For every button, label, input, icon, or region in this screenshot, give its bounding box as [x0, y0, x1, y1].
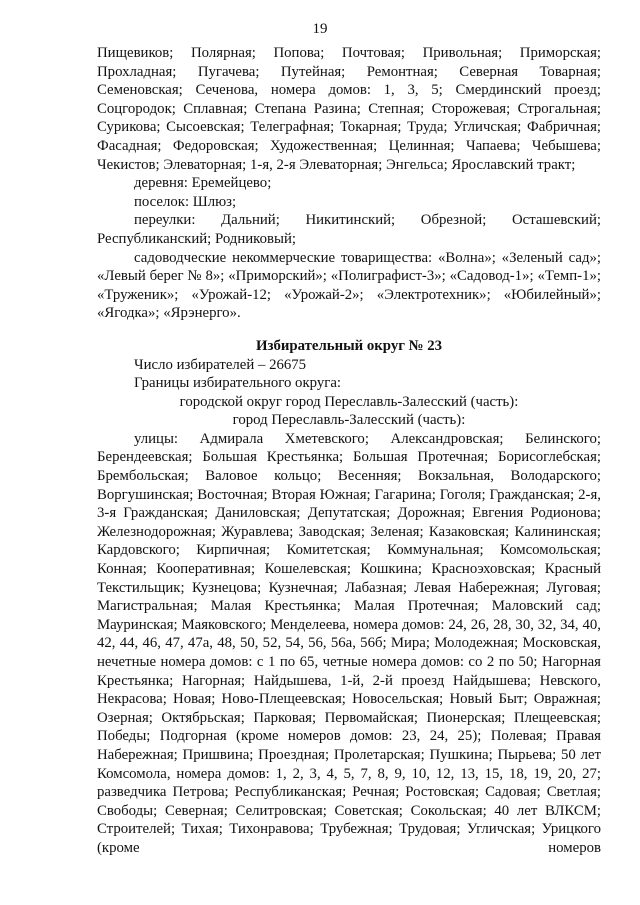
- district-22-streets: Пищевиков; Полярная; Попова; Почтовая; Привольная; Приморская; Прохладная; Пугачева; Путейная; Ремонтная; Северная Товарная; Семеновская; Сеченова, номера домов: 1, 3, 5; Смердинский проезд; Соцгородок; Сплавная; Степана Разина; Степная; Сторожевая; Строгальная; Сурикова; Сысоевская; Телеграфная; Токарная; Труда; Угличская; Фабричная; Фасадная; Федоровская; Художественная; Целинная; Чапаева; Чебышева; Чекистов; Элеваторная; 1-я, 2-я Элеваторная; Энгельса; Ярославский тракт;: [97, 45, 601, 173]
- district-22-gardens: садоводческие некоммерческие товарищества: «Волна»; «Зеленый сад»; «Левый берег № 8»; «Приморский»; «Полиграфист-3»; «Садовод-1»; «Темп-1»; «Труженик»; «Урожай-12; «Урожай-2»; «Электротехник»; «Юбилейный»; «Ягодка»; «Ярэнерго».: [97, 249, 601, 322]
- district-23-city: город Переславль-Залесский (часть):: [232, 412, 466, 429]
- district-22-lanes: переулки: Дальний; Никитинский; Обрезной; Осташевский; Республиканский; Родниковый;: [97, 212, 601, 247]
- district-23-streets: улицы: Адмирала Хметевского; Александровская; Белинского; Берендеевская; Большая Крестьянка; Большая Протечная; Борисоглебская; Брембольская; Валовое кольцо; Весенняя; Вокзальная, Володарского; Воргушинская; Восточная; Вторая Южная; Гагарина; Гоголя; Гражданская; 2-я, 3-я Гражданская; Даниловская; Депутатская; Дорожная; Евгения Родионова; Железнодорожная; Журавлева; Заводская; Зеленая; Казаковская; Калининская; Кардовского; Кирпичная; Комитетская; Коммунальная; Комсомольская; Конная; Кооперативная; Кошелевская; Кошкина; Красноэховская; Красный Текстильщик; Кузнецова; Кузнечная; Лабазная; Левая Набережная; Луговая; Магистральная; Малая Крестьянка; Малая Протечная; Маловский сад; Мауринская; Маяковского; Менделеева, номера домов: 24, 26, 28, 30, 32, 34, 40, 42, 44, 46, 47, 47а, 48, 50, 52, 54, 56, 56а, 56б; Мира; Молодежная; Московская, нечетные номера домов: с 1 по 65, четные номера домов: со 2 по 50; Нагорная Крестьянка; Нагорная; Найдышева, 1-й, 2-й проезд Найдышева; Невского, Некрасова; Новая; Ново-Плещеевская; Новосельская; Новый Быт; Овражная; Озерная; Октябрьская; Парковая; Первомайская; Пионерская; Плещеевская; Победы; Подгорная (кроме номеров домов: 23, 24, 25); Полевая; Правая Набережная; Пришвина; Проездная; Пролетарская; Пушкина; Пырьева; 50 лет Комсомола, номера домов: 1, 2, 3, 4, 5, 7, 8, 9, 10, 12, 13, 15, 18, 19, 20, 27; разведчика Петрова; Республиканская; Речная; Ростовская; Садовая; Светлая; Свободы; Северная; Селитровская; Советская; Сокольская; 40 лет ВЛКСМ; Строителей; Тихая; Тихонравова; Трубежная; Трудовая; Угличская; Урицкого (кроме номеров: [97, 430, 601, 856]
- district-23-borders-label: Границы избирательного округа:: [134, 375, 341, 392]
- section-spacer: [97, 323, 601, 337]
- district-23-voters: Число избирателей – 26675: [134, 356, 307, 373]
- district-22-village: деревня: Еремейцево;: [134, 175, 272, 192]
- district-22-settlement: поселок: Шлюз;: [134, 193, 237, 210]
- document-body: [97, 44, 601, 858]
- district-23-heading: Избирательный округ № 23: [255, 337, 443, 354]
- page-number: 19: [312, 21, 328, 37]
- district-23-okrug: городской округ город Переславль-Залесский (часть):: [179, 393, 519, 410]
